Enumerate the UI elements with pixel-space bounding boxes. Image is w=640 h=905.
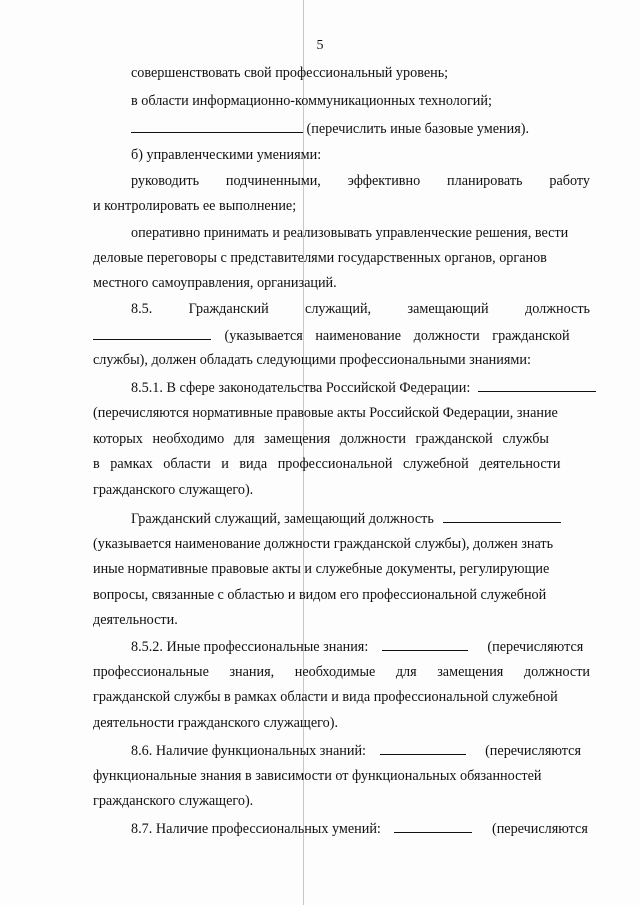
text-line: гражданского служащего).	[93, 482, 254, 498]
text-line: вопросы, связанные с областью и видом его профессиональной служебной	[93, 587, 547, 603]
text-fragment: 8.5.1. В сфере законодательства Российской Федерации:	[131, 380, 471, 396]
blank-field	[131, 119, 303, 133]
word: замещения	[437, 664, 504, 680]
text-line: оперативно принимать и реализовывать управленческие решения, вести	[131, 225, 569, 241]
word: для	[395, 664, 417, 680]
text-line: (указывается наименование должности гражданской службы), должен знать	[93, 536, 554, 552]
text-line	[131, 741, 581, 760]
text-line: совершенствовать свой профессиональный уровень;	[131, 65, 449, 81]
text-line: в области информационно-коммуникационных технологий;	[131, 93, 492, 109]
text-fragment: (перечисляются	[485, 743, 581, 759]
text-fragment: (перечисляются	[487, 639, 584, 655]
text-line: и контролировать ее выполнение;	[93, 198, 297, 214]
text-fragment: 8.7. Наличие профессиональных умений:	[131, 821, 381, 837]
word: руководить	[131, 173, 200, 189]
blank-field	[380, 741, 466, 755]
blank-field	[443, 509, 561, 523]
text-fragment: 8.5.2. Иные профессиональные знания:	[131, 639, 369, 655]
text-line: (перечисляются нормативные правовые акты Российской Федерации, знание	[93, 405, 558, 421]
text-line	[131, 509, 561, 528]
section-number: 8.5.	[131, 301, 153, 317]
text-line: гражданского служащего).	[93, 793, 254, 809]
word: планировать	[447, 173, 523, 189]
text-fragment: 8.6. Наличие функциональных знаний:	[131, 743, 366, 759]
text-line: местного самоуправления, организаций.	[93, 275, 337, 291]
text-line: деятельности гражданского служащего).	[93, 715, 338, 731]
text-fragment: (перечислить иные базовые умения).	[306, 121, 530, 137]
word: должность	[524, 301, 590, 317]
text-line: деятельности.	[93, 612, 178, 628]
justified-line	[93, 663, 590, 681]
word: подчиненными,	[225, 173, 321, 189]
text-fragment: (перечисляются	[491, 821, 588, 837]
word: профессиональные	[93, 664, 209, 680]
word: знания,	[229, 664, 275, 680]
word: служащий,	[305, 301, 372, 317]
blank-field	[382, 637, 468, 651]
text-line: службы), должен обладать следующими профессиональными знаниями:	[93, 352, 531, 368]
text-line	[131, 637, 583, 656]
blank-field	[478, 378, 596, 392]
justified-line	[131, 172, 590, 190]
blank-field	[394, 819, 472, 833]
text-line: гражданской службы в рамках области и вида профессиональной служебной	[93, 689, 558, 705]
text-fragment: Гражданский служащий, замещающий должность	[131, 511, 434, 527]
text-line: б) управленческими умениями:	[131, 147, 322, 163]
word: необходимые	[294, 664, 376, 680]
text-line: функциональные знания в зависимости от функциональных обязанностей	[93, 768, 542, 784]
text-line: деловые переговоры с представителями государственных органов, органов	[93, 250, 547, 266]
word: работу	[549, 173, 590, 189]
text-fragment: (указывается наименование должности гражданской	[224, 328, 570, 344]
justified-line	[131, 300, 590, 318]
blank-field	[93, 326, 211, 340]
word: эффективно	[347, 173, 421, 189]
page-number: 5	[316, 38, 324, 53]
word: Гражданский	[188, 301, 269, 317]
text-line	[131, 819, 588, 838]
text-line: иные нормативные правовые акты и служебные документы, регулирующие	[93, 561, 550, 577]
text-line: которых необходимо для замещения должности гражданской службы	[93, 431, 549, 447]
word: замещающий	[407, 301, 489, 317]
text-line: в рамках области и вида профессиональной служебной деятельности	[93, 456, 561, 472]
text-line	[131, 119, 529, 138]
text-line	[131, 378, 596, 397]
word: должности	[523, 664, 590, 680]
text-line	[93, 326, 570, 345]
